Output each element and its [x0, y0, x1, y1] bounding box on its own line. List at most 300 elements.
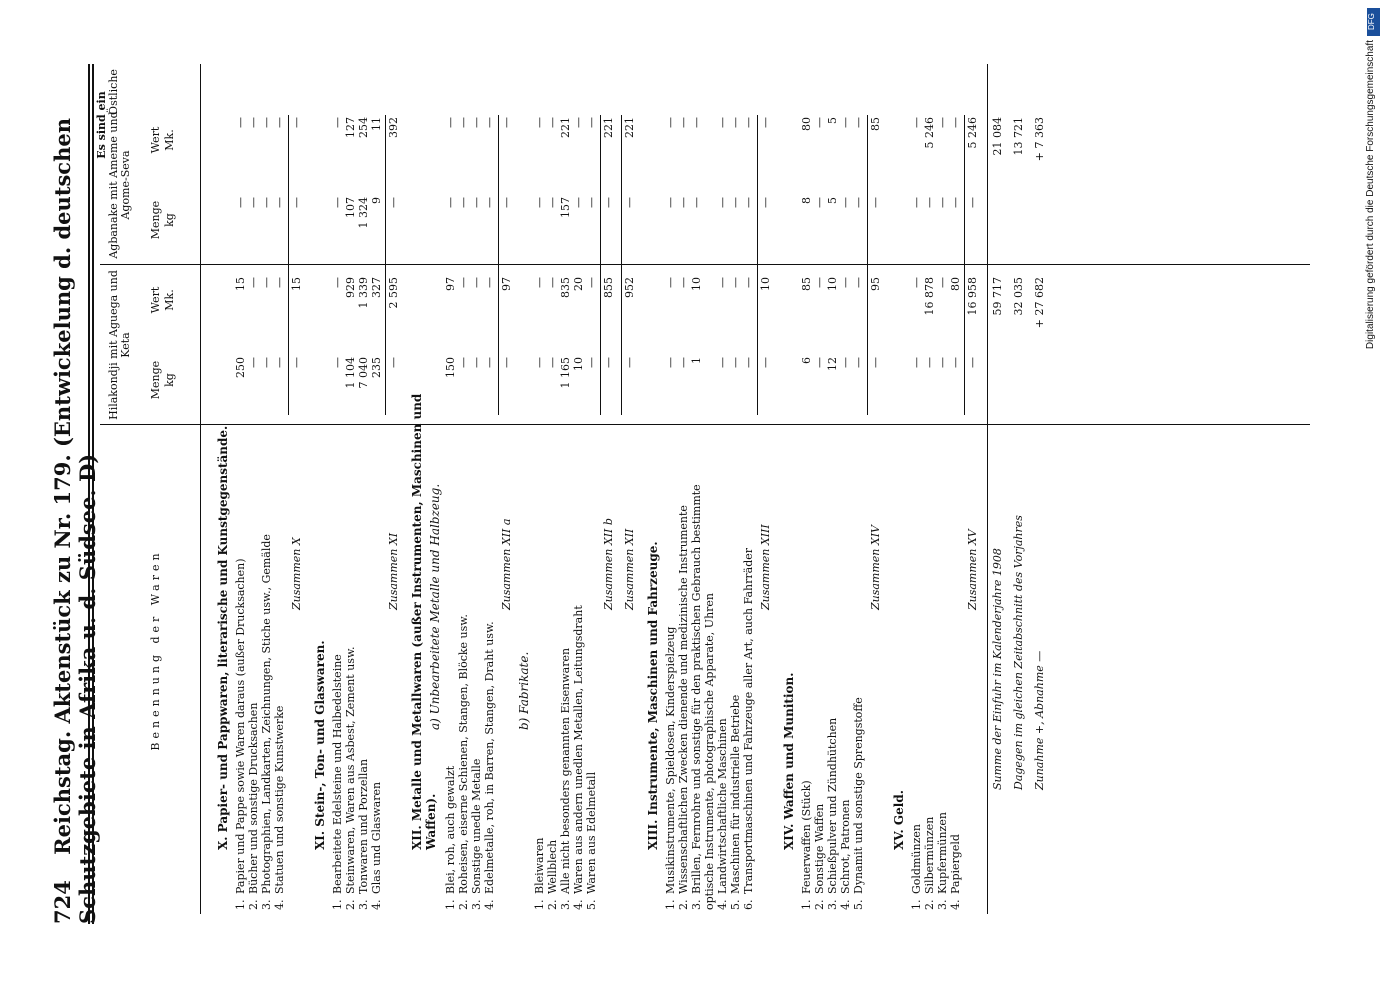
row-a-kg: —	[716, 357, 729, 368]
row-a-kg: 1 104	[344, 357, 357, 389]
row-b-kg: —	[742, 197, 755, 208]
row-b-mk: —	[533, 117, 546, 128]
row-b-kg: 157	[559, 197, 572, 218]
summary-a: + 27 682	[1033, 277, 1046, 329]
col-top-right: Es sind ein	[95, 91, 108, 159]
row-label: Photographien, Landkarten, Zeichnungen, Stiche usw., Gemälde	[260, 534, 273, 894]
total-label: Zusammen XIII	[759, 524, 772, 610]
row-b-kg: 107	[344, 197, 357, 218]
row-number: 4.	[370, 899, 383, 910]
row-b-kg: —	[260, 197, 273, 208]
total-label: Zusammen XII b	[602, 518, 615, 610]
total-label: Zusammen XIV	[869, 524, 882, 610]
summary-a: 59 717	[991, 277, 1004, 316]
row-b-kg: —	[949, 197, 962, 208]
row-number: 1.	[331, 899, 344, 910]
row-number: 3.	[260, 899, 273, 910]
table-row	[533, 440, 546, 910]
row-label: Waren aus Edelmetall	[585, 771, 598, 894]
row-b-kg: 8	[800, 197, 813, 204]
header-rule	[88, 64, 90, 924]
row-a-mk: —	[664, 277, 677, 288]
section-subtitle: a) Unbearbeitete Metalle und Halbzeug.	[428, 483, 442, 730]
table-row	[273, 440, 286, 910]
table-row	[729, 440, 742, 910]
table-row	[664, 440, 677, 910]
row-a-kg: —	[677, 357, 690, 368]
row-number: 1.	[664, 899, 677, 910]
col-goods-header: Benennung der Waren	[149, 549, 162, 751]
row-a-kg: 235	[370, 357, 383, 378]
row-a-mk: 10	[826, 277, 839, 291]
table-row	[470, 440, 483, 910]
section-title: XI. Stein-, Ton- und Glaswaren.	[313, 640, 327, 850]
row-label: Schießpulver und Zündhütchen	[826, 717, 839, 894]
section-title: XII. Metalle und Metallwaren (außer Instrumenten, Maschinen und Waffen).	[410, 393, 438, 850]
row-number: 2.	[813, 899, 826, 910]
table-row	[357, 440, 370, 910]
total-b-mk: —	[759, 117, 772, 128]
row-a-mk: —	[852, 277, 865, 288]
row-number: 3.	[826, 899, 839, 910]
row-a-mk: —	[729, 277, 742, 288]
row-a-kg: 1 165	[559, 357, 572, 389]
row-a-mk: 327	[370, 277, 383, 298]
total-b-mk: 5 246	[966, 117, 979, 149]
row-a-mk: —	[331, 277, 344, 288]
row-a-kg: —	[331, 357, 344, 368]
section-subtitle: b) Fabrikate.	[517, 651, 531, 730]
total-a-mk: 15	[290, 277, 303, 291]
total-b-mk: —	[500, 117, 513, 128]
row-a-mk: 1 339	[357, 277, 370, 309]
total-a-mk: 952	[623, 277, 636, 298]
row-b-kg: —	[910, 197, 923, 208]
row-a-mk: —	[247, 277, 260, 288]
total-a-mk: 95	[869, 277, 882, 291]
row-b-kg: —	[444, 197, 457, 208]
row-number: 5.	[729, 899, 742, 910]
summary-b: 13 721	[1012, 117, 1025, 156]
row-label: Papiergeld	[949, 834, 962, 894]
row-number: 4.	[483, 899, 496, 910]
row-number: 2.	[546, 899, 559, 910]
row-b-kg: —	[664, 197, 677, 208]
row-a-kg: —	[470, 357, 483, 368]
row-b-kg: —	[470, 197, 483, 208]
row-label: Bearbeitete Edelsteine und Halbedelsteine	[331, 654, 344, 894]
total-rule	[385, 115, 386, 415]
dfg-credit: Digitalisierung gefördert durch die Deutsche Forschungsgemeinschaft	[1365, 40, 1376, 350]
row-b-mk: —	[839, 117, 852, 128]
row-a-kg: 7 040	[357, 357, 370, 389]
col-a-qty-unit: kg	[163, 373, 176, 387]
table-row	[559, 440, 572, 910]
row-label: Bücher und sonstige Drucksachen	[247, 702, 260, 894]
row-b-kg: —	[247, 197, 260, 208]
total-label: Zusammen XII	[623, 528, 636, 610]
row-b-kg: —	[729, 197, 742, 208]
row-label: Alle nicht besonders genannten Eisenwaren	[559, 647, 572, 894]
total-b-kg: —	[387, 197, 400, 208]
row-a-mk: —	[273, 277, 286, 288]
total-label: Zusammen XII a	[500, 518, 513, 610]
total-rule	[867, 115, 868, 415]
row-number: 1.	[910, 899, 923, 910]
total-a-kg: —	[387, 357, 400, 368]
table-row	[813, 440, 826, 910]
row-b-mk: —	[470, 117, 483, 128]
row-a-kg: —	[729, 357, 742, 368]
row-label: Goldmünzen	[910, 824, 923, 894]
row-b-mk: 221	[559, 117, 572, 138]
row-b-kg: —	[457, 197, 470, 208]
row-label: Wellblech	[546, 839, 559, 894]
row-a-mk: —	[716, 277, 729, 288]
row-b-mk: —	[729, 117, 742, 128]
row-number: 2.	[677, 899, 690, 910]
row-a-mk: 80	[949, 277, 962, 291]
row-b-mk: —	[910, 117, 923, 128]
total-b-mk: 221	[623, 117, 636, 138]
row-b-mk: —	[742, 117, 755, 128]
table-row	[936, 440, 949, 910]
row-label: Brillen, Fernrohre und sonstige für den praktischen Gebrauch bestimmte optische Instrumente, photographische Apparate, Uhren	[690, 484, 716, 910]
row-b-mk: —	[572, 117, 585, 128]
row-number: 4.	[273, 899, 286, 910]
row-a-mk: 15	[234, 277, 247, 291]
row-label: Maschinen für industrielle Betriebe	[729, 694, 742, 894]
total-b-mk: 221	[602, 117, 615, 138]
row-b-kg: 9	[370, 197, 383, 204]
row-b-mk: 127	[344, 117, 357, 138]
row-a-kg: —	[839, 357, 852, 368]
head-bottom	[200, 64, 201, 914]
total-rule	[757, 115, 758, 415]
table-row	[910, 440, 923, 910]
row-a-kg: —	[457, 357, 470, 368]
row-b-mk: —	[936, 117, 949, 128]
row-number: 2.	[247, 899, 260, 910]
row-label: Edelmetalle, roh, in Barren, Stangen, Draht usw.	[483, 621, 496, 894]
table-row	[331, 440, 344, 910]
row-number: 2.	[923, 899, 936, 910]
row-b-mk: —	[949, 117, 962, 128]
col-group-a: Hilakondji mit Aguega und Keta	[107, 270, 132, 420]
total-b-mk: —	[290, 117, 303, 128]
row-label: Kupfermünzen	[936, 812, 949, 894]
row-a-mk: —	[457, 277, 470, 288]
col-divider-a	[100, 424, 1310, 425]
total-rule	[621, 115, 622, 415]
col-a-val: Wert	[149, 286, 162, 314]
total-b-mk: 85	[869, 117, 882, 131]
col-a-val-unit: Mk.	[163, 289, 176, 311]
row-number: 6.	[742, 899, 755, 910]
summary-label: Summe der Einfuhr im Kalenderjahre 1908	[991, 548, 1004, 790]
row-number: 4.	[572, 899, 585, 910]
row-a-mk: —	[546, 277, 559, 288]
row-a-kg: 12	[826, 357, 839, 371]
total-rule	[498, 115, 499, 415]
row-label: Sonstige unedle Metalle	[470, 758, 483, 894]
row-a-kg: —	[585, 357, 598, 368]
row-label: Transportmaschinen und Fahrzeuge aller Art, auch Fahrräder	[742, 547, 755, 894]
row-a-kg: —	[533, 357, 546, 368]
row-a-mk: —	[677, 277, 690, 288]
section-title: X. Papier- und Pappwaren, literarische und Kunstgegenstände.	[216, 425, 230, 850]
row-b-kg: 5	[826, 197, 839, 204]
table-row	[234, 440, 247, 910]
total-a-mk: 10	[759, 277, 772, 291]
row-b-mk: —	[234, 117, 247, 128]
row-a-mk: 929	[344, 277, 357, 298]
table-row	[800, 440, 813, 910]
total-b-kg: —	[759, 197, 772, 208]
row-b-kg: —	[572, 197, 585, 208]
row-a-kg: —	[664, 357, 677, 368]
row-a-kg: 10	[572, 357, 585, 371]
row-label: Papier und Pappe sowie Waren daraus (außer Drucksachen)	[234, 558, 247, 894]
col-b-val-unit: Mk.	[163, 129, 176, 151]
row-number: 3.	[470, 899, 483, 910]
total-a-kg: —	[759, 357, 772, 368]
row-a-mk: 16 878	[923, 277, 936, 316]
summary-b: + 7 363	[1033, 117, 1046, 162]
row-b-mk: —	[852, 117, 865, 128]
total-b-kg: —	[290, 197, 303, 208]
row-b-mk: —	[273, 117, 286, 128]
table-row	[677, 440, 690, 910]
row-a-kg: —	[923, 357, 936, 368]
total-b-kg: —	[623, 197, 636, 208]
row-label: Musikinstrumente, Spieldosen, Kinderspielzeug	[664, 626, 677, 894]
row-label: Dynamit und sonstige Sprengstoffe	[852, 697, 865, 894]
row-b-kg: —	[936, 197, 949, 208]
row-a-mk: —	[813, 277, 826, 288]
row-b-mk: —	[331, 117, 344, 128]
row-label: Landwirtschaftliche Maschinen	[716, 718, 729, 894]
row-a-kg: —	[483, 357, 496, 368]
row-a-mk: —	[470, 277, 483, 288]
row-label: Statuen und sonstige Kunstwerke	[273, 705, 286, 894]
row-a-mk: 85	[800, 277, 813, 291]
row-b-kg: —	[923, 197, 936, 208]
row-number: 1.	[234, 899, 247, 910]
total-b-kg: —	[602, 197, 615, 208]
row-number: 1.	[533, 899, 546, 910]
dfg-logo: DFG	[1367, 8, 1380, 36]
row-number: 2.	[457, 899, 470, 910]
row-number: 1.	[444, 899, 457, 910]
header-rule-2	[92, 64, 94, 924]
col-a-qty: Menge	[149, 360, 162, 400]
col-b-val: Wert	[149, 126, 162, 154]
row-b-mk: —	[546, 117, 559, 128]
row-b-kg: —	[852, 197, 865, 208]
row-b-mk: 11	[370, 117, 383, 131]
row-a-kg: —	[852, 357, 865, 368]
summary-label: Zunahme +, Abnahme —	[1033, 650, 1046, 790]
table-row	[742, 440, 755, 910]
row-b-mk: —	[483, 117, 496, 128]
table-row	[457, 440, 470, 910]
row-b-kg: —	[483, 197, 496, 208]
row-a-mk: —	[936, 277, 949, 288]
table-row	[585, 440, 598, 910]
row-number: 5.	[852, 899, 865, 910]
row-a-mk: —	[910, 277, 923, 288]
row-b-kg: —	[546, 197, 559, 208]
row-label: Silbermünzen	[923, 816, 936, 894]
row-b-mk: —	[716, 117, 729, 128]
row-a-kg: —	[273, 357, 286, 368]
table-row	[572, 440, 585, 910]
total-a-mk: 855	[602, 277, 615, 298]
row-a-mk: 835	[559, 277, 572, 298]
row-label: Blei, roh, auch gewalzt	[444, 765, 457, 894]
row-b-kg: —	[585, 197, 598, 208]
table-row	[949, 440, 962, 910]
col-b-qty-unit: kg	[163, 213, 176, 227]
table-row	[690, 440, 716, 910]
total-b-kg: —	[966, 197, 979, 208]
row-a-mk: —	[260, 277, 273, 288]
row-label: Bleiwaren	[533, 837, 546, 894]
row-b-kg: —	[839, 197, 852, 208]
row-number: 4.	[839, 899, 852, 910]
row-label: Glas und Glaswaren	[370, 781, 383, 894]
row-number: 4.	[949, 899, 962, 910]
row-b-kg: —	[273, 197, 286, 208]
col-divider-b	[100, 264, 1310, 265]
table-row	[852, 440, 865, 910]
row-number: 3.	[690, 899, 703, 910]
row-label: Wissenschaftlichen Zwecken dienende und medizinische Instrumente	[677, 505, 690, 894]
section-title: XIII. Instrumente, Maschinen und Fahrzeuge.	[646, 541, 660, 850]
row-a-kg: —	[260, 357, 273, 368]
row-a-kg: 1	[690, 357, 703, 364]
total-a-mk: 2 595	[387, 277, 400, 309]
row-b-mk: —	[247, 117, 260, 128]
col-extra: Östliche	[107, 69, 120, 115]
table-row	[923, 440, 936, 910]
row-a-kg: 250	[234, 357, 247, 378]
row-label: Roheisen, eiserne Schienen, Stangen, Blöcke usw.	[457, 614, 470, 894]
page-number: 724	[50, 880, 75, 924]
row-a-mk: 97	[444, 277, 457, 291]
table-row	[444, 440, 457, 910]
row-number: 2.	[344, 899, 357, 910]
row-number: 3.	[357, 899, 370, 910]
row-label: Waren aus andern unedlen Metallen, Leitungsdraht	[572, 605, 585, 894]
row-a-mk: 20	[572, 277, 585, 291]
row-a-kg: —	[546, 357, 559, 368]
row-number: 4.	[716, 899, 729, 910]
table-row	[826, 440, 839, 910]
summary-a: 32 035	[1012, 277, 1025, 316]
row-b-mk: 80	[800, 117, 813, 131]
total-b-mk: 392	[387, 117, 400, 138]
summary-label: Dagegen im gleichen Zeitabschnitt des Vorjahres	[1012, 515, 1025, 790]
total-a-kg: —	[290, 357, 303, 368]
row-number: 3.	[936, 899, 949, 910]
total-label: Zusammen XV	[966, 529, 979, 610]
total-label: Zusammen XI	[387, 532, 400, 610]
col-group-b: Agbanake mit Ameme und Agome-Seva	[107, 111, 132, 259]
row-a-kg: —	[813, 357, 826, 368]
table-row	[839, 440, 852, 910]
table-row	[483, 440, 496, 910]
row-a-mk: —	[839, 277, 852, 288]
row-label: Sonstige Waffen	[813, 803, 826, 894]
row-a-mk: —	[483, 277, 496, 288]
row-number: 5.	[585, 899, 598, 910]
row-b-kg: —	[690, 197, 703, 208]
total-a-mk: 97	[500, 277, 513, 291]
table-row	[260, 440, 273, 910]
row-b-kg: 1 324	[357, 197, 370, 229]
row-label: Steinwaren, Waren aus Asbest, Zement usw.	[344, 646, 357, 894]
col-b-qty: Menge	[149, 200, 162, 240]
table-row	[344, 440, 357, 910]
row-label: Tonwaren und Porzellan	[357, 758, 370, 894]
row-b-kg: —	[677, 197, 690, 208]
total-a-kg: —	[602, 357, 615, 368]
row-b-mk: —	[813, 117, 826, 128]
row-b-mk: —	[260, 117, 273, 128]
total-a-kg: —	[500, 357, 513, 368]
row-b-kg: —	[716, 197, 729, 208]
row-b-mk: —	[677, 117, 690, 128]
row-number: 1.	[800, 899, 813, 910]
page-title: Reichstag. Aktenstück zu Nr. 179. (Entwickelung d. deutschen Schutzgebiete in Afrika u. d. Südsee. D)	[50, 118, 100, 924]
summary-rule	[987, 64, 988, 914]
row-a-kg: 150	[444, 357, 457, 378]
total-rule	[600, 115, 601, 415]
section-title: XIV. Waffen und Munition.	[782, 672, 796, 850]
table-row	[716, 440, 729, 910]
row-b-kg: —	[234, 197, 247, 208]
row-a-mk: 10	[690, 277, 703, 291]
row-b-kg: —	[331, 197, 344, 208]
row-b-mk: 5	[826, 117, 839, 124]
row-b-kg: —	[533, 197, 546, 208]
row-a-kg: —	[949, 357, 962, 368]
row-label: Feuerwaffen (Stück)	[800, 780, 813, 894]
row-b-mk: —	[457, 117, 470, 128]
row-label: Schrot, Patronen	[839, 799, 852, 894]
row-a-kg: —	[247, 357, 260, 368]
table-row	[546, 440, 559, 910]
row-b-mk: 254	[357, 117, 370, 138]
total-a-kg: —	[966, 357, 979, 368]
total-a-mk: 16 958	[966, 277, 979, 316]
row-b-kg: —	[813, 197, 826, 208]
row-a-mk: —	[533, 277, 546, 288]
row-number: 3.	[559, 899, 572, 910]
row-a-kg: 6	[800, 357, 813, 364]
row-b-mk: —	[690, 117, 703, 128]
row-a-mk: —	[585, 277, 598, 288]
total-b-kg: —	[869, 197, 882, 208]
row-a-kg: —	[742, 357, 755, 368]
section-title: XV. Geld.	[892, 790, 906, 850]
row-b-mk: —	[444, 117, 457, 128]
summary-b: 21 084	[991, 117, 1004, 156]
table-row	[370, 440, 383, 910]
total-rule	[288, 115, 289, 415]
